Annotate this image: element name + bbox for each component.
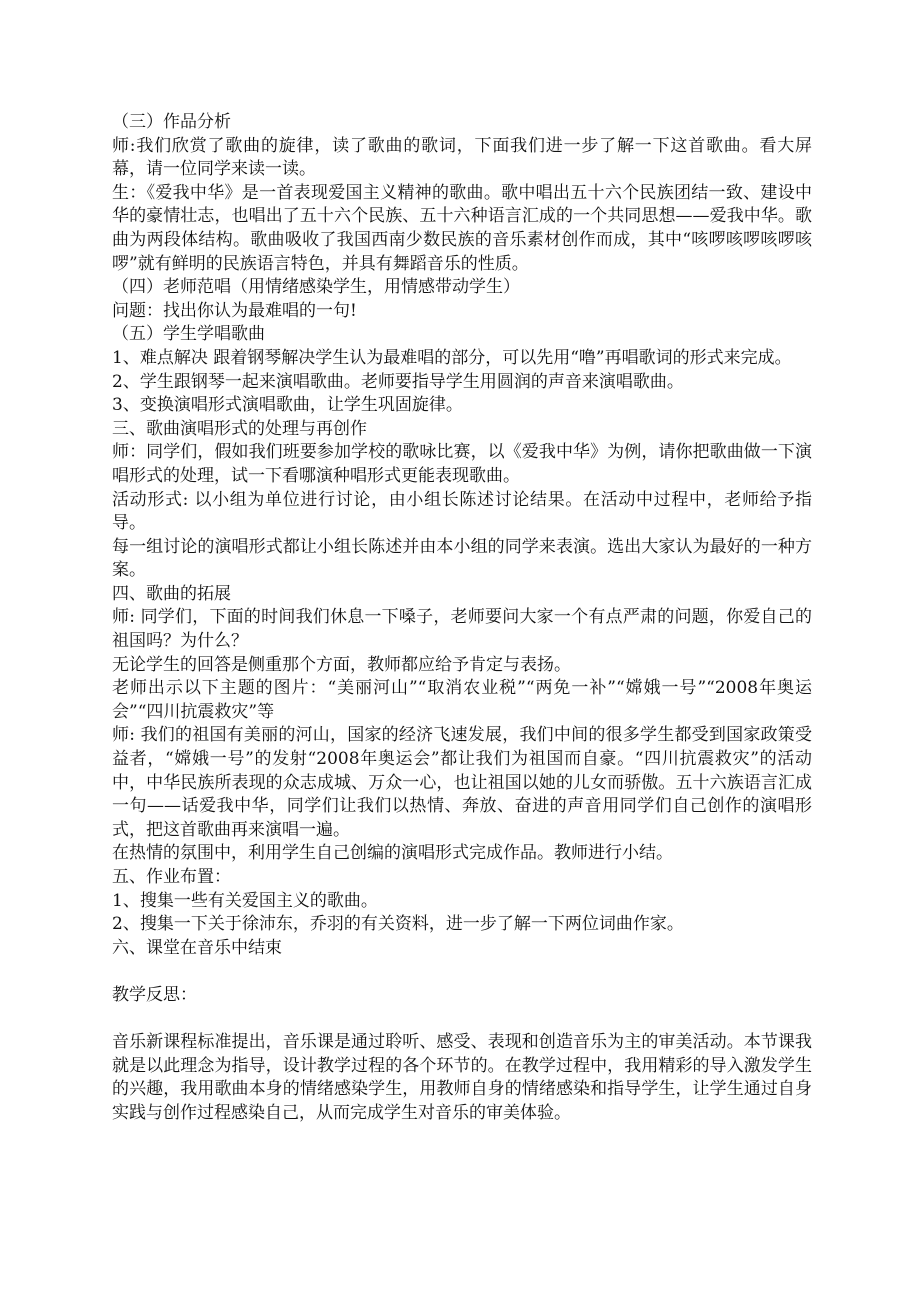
- heading-teacher-demo: （四）老师范唱（用情绪感染学生，用情感带动学生）: [112, 277, 520, 298]
- list-item-2: 2、学生跟钢琴一起来演唱歌曲。老师要指导学生用圆润的声音来演唱歌曲。: [112, 371, 684, 392]
- paragraph-reflection: 音乐新课程标准提出，音乐课是通过聆听、感受、表现和创造音乐为主的审美活动。本节课我就是以此理念为指导，设计教学过程的各个环节的。在教学过程中，我用精彩的导入激发学生的兴趣，我用歌曲本身的情绪感染学生，用教师自身的情绪感染和指导学生，让学生通过自身实践与创作过程感染自己，从而完成学生对音乐的审美体验。: [112, 1032, 812, 1123]
- blank-line: [112, 1008, 812, 1032]
- paragraph-group-performance: 每一组讨论的演唱形式都让小组长陈述并由本小组的同学来表演。选出大家认为最好的一种方案。: [112, 536, 812, 581]
- paragraph-student-reading: 生：《爱我中华》是一首表现爱国主义精神的歌曲。歌中唱出五十六个民族团结一致、建设中华的豪情壮志，也唱出了五十六个民族、五十六种语言汇成的一个共同思想——爱我中华。歌曲为两段体结构。歌曲吸收了我国西南少数民族的音乐素材创作而成，其中“咳啰咳啰咳啰咳啰”就有鲜明的民族语言特色，并具有舞蹈音乐的性质。: [112, 182, 812, 274]
- heading-section-6: 六、课堂在音乐中结束: [112, 937, 282, 958]
- paragraph-motherland: 师: 我们的祖国有美丽的河山，国家的经济飞速发展，我们中间的很多学生都受到国家政策受益者，“嫦娥一号”的发射“2008年奥运会”都让我们为祖国而自豪。“四川抗震救灾”的活动中，中华民族所表现的众志成城、万众一心，也让祖国以她的儿女而骄傲。五十六族语言汇成一句——话爱我中华，同学们让我们以热情、奔放、奋进的声音用同学们自己创作的演唱形式，把这首歌曲再来演唱一遍。: [112, 725, 812, 840]
- heading-section-4: 四、歌曲的拓展: [112, 583, 231, 604]
- heading-section-5: 五、作业布置：: [112, 867, 231, 887]
- paragraph-question: 问题：找出你认为最难唱的一句!: [112, 300, 357, 321]
- homework-item-1: 1、搜集一些有关爱国主义的歌曲。: [112, 890, 378, 911]
- paragraph-competition: 师：同学们，假如我们班要参加学校的歌咏比赛，以《爱我中华》为例，请你把歌曲做一下演唱形式的处理，试一下看哪演种唱形式更能表现歌曲。: [112, 442, 812, 486]
- document-body: [112, 111, 812, 1126]
- heading-student-learning: （五）学生学唱歌曲: [112, 324, 265, 345]
- paragraph-activity-form: 活动形式: 以小组为单位进行讨论，由小组长陈述讨论结果。在活动中过程中，老师给予指导。: [112, 489, 812, 534]
- list-item-3: 3、变换演唱形式演唱歌曲，让学生巩固旋律。: [112, 395, 463, 416]
- paragraph-patriotism-question: 师: 同学们，下面的时间我们休息一下嗓子，老师要问大家一个有点严肃的问题，你爱自己的祖国吗？为什么？: [112, 607, 812, 652]
- heading-reflection: 教学反思：: [112, 984, 197, 1005]
- paragraph-pictures: 老师出示以下主题的图片：“美丽河山”“取消农业税”“两免一补”“嫦娥一号”“2008年奥运会”“四川抗震救灾”等: [112, 678, 812, 722]
- heading-section-3: 三、歌曲演唱形式的处理与再创作: [112, 418, 367, 439]
- paragraph-summary: 在热情的氛围中，利用学生自己创编的演唱形式完成作品。教师进行小结。: [112, 843, 673, 864]
- heading-work-analysis: （三）作品分析: [112, 112, 231, 132]
- homework-item-2: 2、搜集一下关于徐沛东，乔羽的有关资料，进一步了解一下两位词曲作家。: [112, 914, 684, 935]
- paragraph-teacher-intro: 师:我们欣赏了歌曲的旋律，读了歌曲的歌词，下面我们进一步了解一下这首歌曲。看大屏幕，请一位同学来读一读。: [112, 135, 812, 180]
- list-item-1: 1、难点解决 跟着钢琴解决学生认为最难唱的部分，可以先用“噜”再唱歌词的形式来完成。: [112, 347, 792, 368]
- paragraph-praise: 无论学生的回答是侧重那个方面，教师都应给予肯定与表扬。: [112, 654, 571, 675]
- blank-line: [112, 960, 812, 984]
